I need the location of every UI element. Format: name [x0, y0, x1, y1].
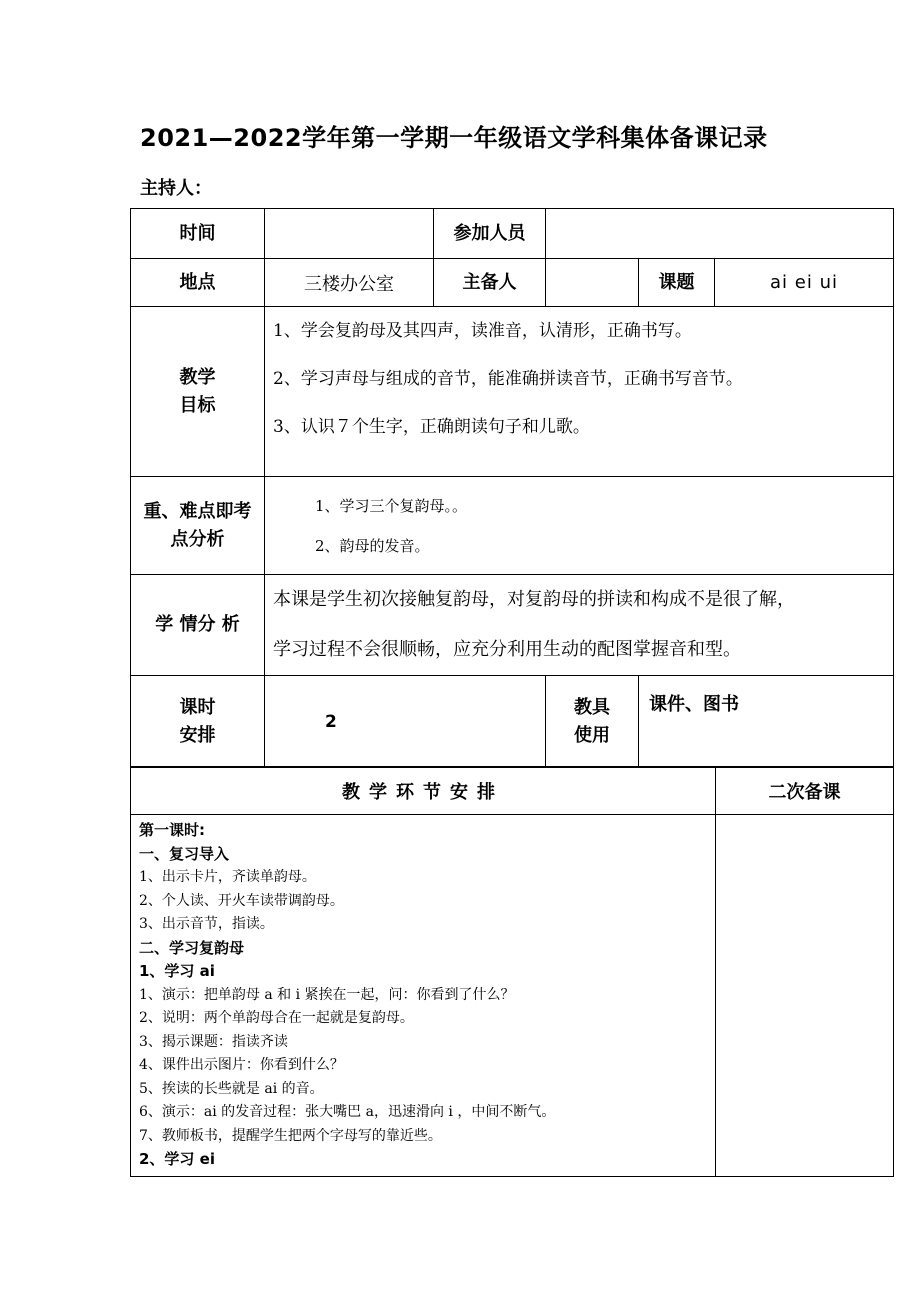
preparer-value: [546, 259, 639, 307]
hours-label: [131, 676, 265, 768]
second-prep-content: [716, 815, 894, 1177]
time-value: [265, 209, 434, 259]
analysis-line: 学习过程不会很顺畅，应充分利用生动的配图掌握音和型。: [273, 639, 741, 660]
schedule-line: 3、出示音节，指读。: [139, 916, 274, 932]
schedule-header: 教学环节安排: [131, 767, 716, 815]
participants-label: 参加人员: [434, 209, 546, 259]
goals-label-line-2: 目标: [179, 394, 216, 416]
tools-label-line-1: 教具: [574, 696, 610, 718]
difficulties-label: [131, 477, 265, 575]
difficulty-item: 1、学习三个复韵母。。: [315, 496, 468, 515]
schedule-line: 2、学习 ei: [139, 1150, 215, 1168]
schedule-line: 2、个人读、开火车读带调韵母。: [139, 892, 344, 909]
participants-value: [546, 209, 894, 259]
host-label: 主持人：: [140, 178, 212, 199]
schedule-line: 二、学习复韵母: [139, 938, 245, 957]
schedule-line: 第一课时:: [139, 821, 205, 839]
schedule-line: 2、说明：两个单韵母合在一起就是复韵母。: [139, 1010, 414, 1026]
hours-label-line-1: 课时: [179, 696, 216, 718]
difficulties-content: [265, 477, 894, 575]
goal-item: 2、学习声母与组成的音节，能准确拼读音节，正确书写音节。: [273, 369, 743, 389]
schedule-line: 6、演示：ai 的发音过程：张大嘴巴 a，迅速滑向 i ，中间不断气。: [139, 1104, 556, 1120]
schedule-line: 7、教师板书，提醒学生把两个字母写的靠近些。: [139, 1127, 442, 1144]
goal-item: 1、学会复韵母及其四声，读准音，认清形，正确书写。: [273, 321, 692, 341]
schedule-table: [130, 766, 894, 1177]
difficulties-label-line-1: 重、难点即考: [143, 500, 252, 522]
schedule-line: 5、挨读的长些就是 ai 的音。: [139, 1080, 324, 1097]
goals-label: [131, 307, 265, 477]
place-value: 三楼办公室: [265, 259, 434, 307]
hours-value: 2: [265, 676, 546, 768]
schedule-line: 3、揭示课题：指读齐读: [139, 1033, 288, 1050]
time-label: 时间: [131, 209, 265, 259]
hours-label-line-2: 安排: [179, 724, 216, 746]
goal-item: 3、认识７个生字，正确朗读句子和儿歌。: [273, 417, 590, 437]
tools-value: 课件、图书: [639, 676, 894, 768]
tools-label-line-2: 使用: [574, 724, 610, 746]
preparer-label: 主备人: [434, 259, 546, 307]
difficulty-item: 2、韵母的发音。: [315, 536, 430, 555]
difficulties-label-line-2: 点分析: [170, 528, 225, 550]
analysis-content: [265, 575, 894, 676]
schedule-line: 1、演示：把单韵母 a 和 i 紧挨在一起，问：你看到了什么？: [139, 986, 515, 1003]
schedule-line: 一、复习导入: [139, 844, 230, 863]
schedule-line: 1、学习 ai: [139, 962, 215, 980]
topic-value: ai ei ui: [715, 259, 894, 307]
schedule-line: 1、出示卡片，齐读单韵母。: [139, 869, 316, 885]
page-title: 2021—2022学年第一学期一年级语文学科集体备课记录: [140, 124, 768, 152]
place-label: 地点: [131, 259, 265, 307]
second-prep-header: 二次备课: [716, 767, 894, 815]
analysis-line: 本课是学生初次接触复韵母，对复韵母的拼读和构成不是很了解，: [273, 589, 795, 610]
topic-label: 课题: [639, 259, 715, 307]
tools-label: [546, 676, 639, 768]
info-table: [130, 208, 894, 768]
goals-label-line-1: 教学: [179, 366, 216, 388]
goals-content: [265, 307, 894, 477]
analysis-label: 学 情分 析: [131, 575, 265, 676]
schedule-content: [131, 815, 716, 1177]
schedule-line: 4、课件出示图片：你看到什么？: [139, 1057, 344, 1073]
